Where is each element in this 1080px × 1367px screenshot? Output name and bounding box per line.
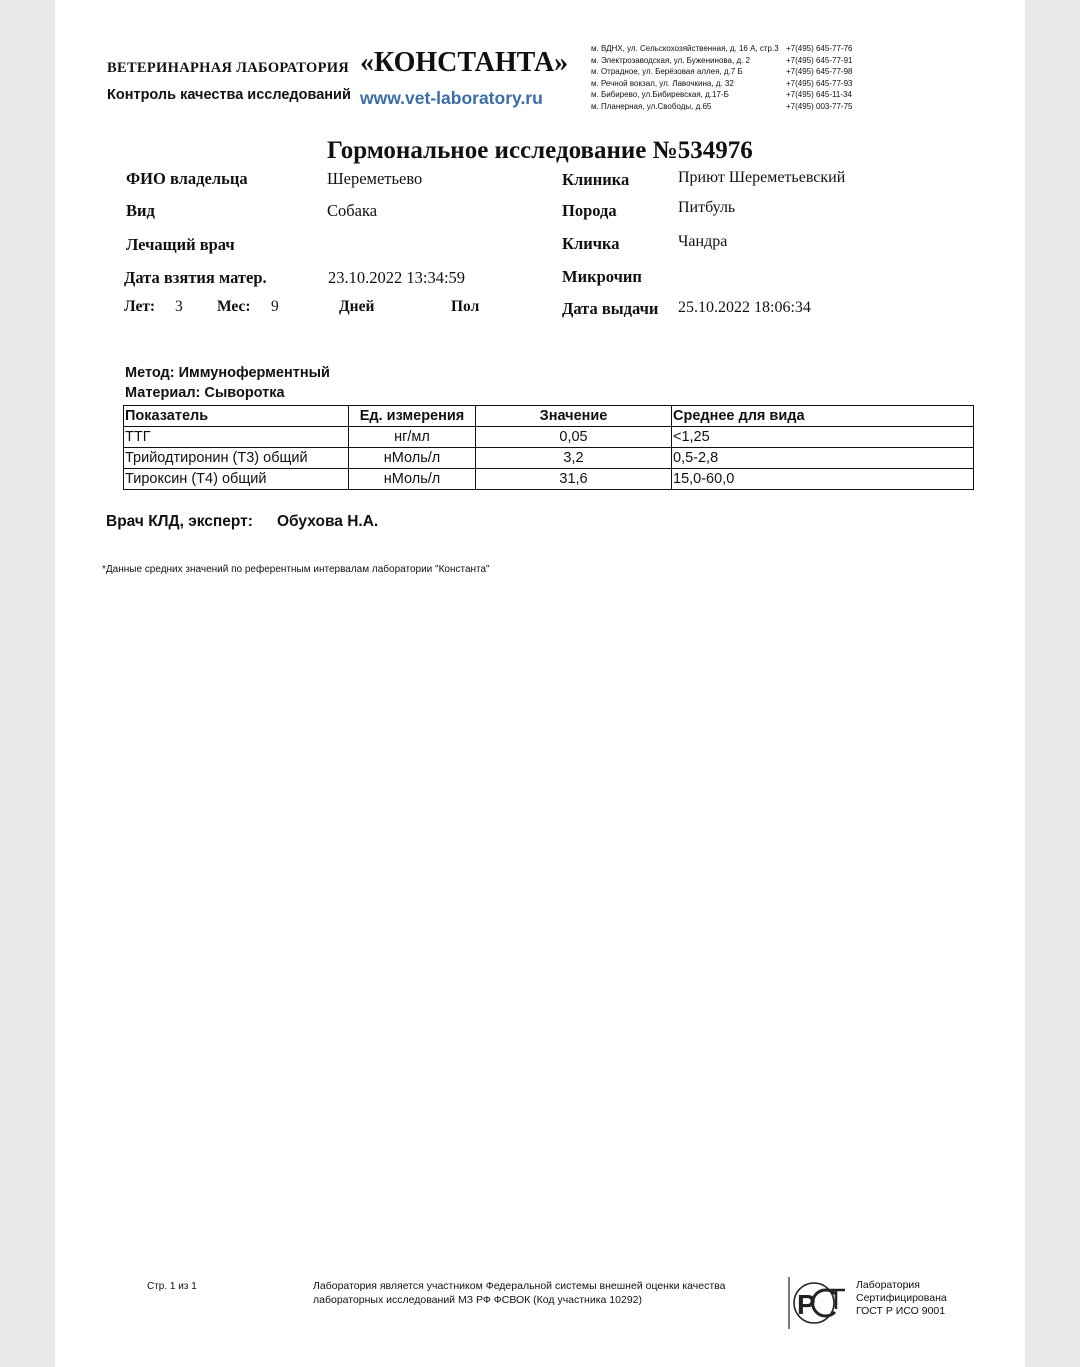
microchip-label: Микрочип bbox=[562, 267, 642, 286]
value-cell: 3,2 bbox=[476, 448, 672, 469]
unit-cell: нМоль/л bbox=[349, 448, 476, 469]
issue-date-value: 25.10.2022 18:06:34 bbox=[678, 299, 811, 316]
branch-phone: +7(495) 645-77-98 bbox=[786, 67, 853, 76]
table-row bbox=[124, 448, 974, 469]
expert-label: Врач КЛД, эксперт: bbox=[106, 513, 253, 530]
branch-phone: +7(495) 645-77-76 bbox=[786, 44, 853, 53]
sex-label: Пол bbox=[451, 298, 480, 315]
age-days-label: Дней bbox=[339, 298, 375, 315]
report-page bbox=[55, 0, 1025, 1367]
nickname-label: Кличка bbox=[562, 234, 620, 253]
table-header-row bbox=[124, 406, 974, 427]
cert-line: ГОСТ Р ИСО 9001 bbox=[856, 1305, 946, 1317]
column-header: Ед. измерения bbox=[349, 406, 476, 427]
lab-quality-slogan: Контроль качества исследований bbox=[107, 87, 351, 103]
species-label: Вид bbox=[126, 201, 155, 220]
age-months-label: Мес: bbox=[217, 298, 251, 315]
age-years-value: 3 bbox=[175, 298, 183, 315]
unit-cell: нг/мл bbox=[349, 427, 476, 448]
age-months-value: 9 bbox=[271, 298, 279, 315]
table-row bbox=[124, 427, 974, 448]
age-years-label: Лет: bbox=[124, 298, 156, 315]
value-cell: 31,6 bbox=[476, 469, 672, 490]
table-row bbox=[124, 469, 974, 490]
lab-name: ВЕТЕРИНАРНАЯ ЛАБОРАТОРИЯ bbox=[107, 60, 350, 76]
nickname-value: Чандра bbox=[678, 233, 728, 250]
method-line: Метод: Иммуноферментный bbox=[125, 365, 330, 381]
footnote: *Данные средних значений по референтным интервалам лаборатории "Константа" bbox=[102, 564, 490, 575]
breed-label: Порода bbox=[562, 201, 617, 220]
cert-line: Лаборатория bbox=[856, 1279, 920, 1291]
results-table bbox=[123, 405, 974, 490]
material-line: Материал: Сыворотка bbox=[125, 385, 285, 401]
branch-phone: +7(495) 645-11-34 bbox=[786, 90, 852, 99]
reference-cell: <1,25 bbox=[672, 427, 974, 448]
rst-certification-logo-icon bbox=[788, 1277, 848, 1329]
branch-address: м. ВДНХ, ул. Сельскохозяйственная, д. 16 А, стр.3 bbox=[591, 44, 779, 53]
clinic-value: Приют Шереметьевский bbox=[678, 169, 846, 186]
clinic-label: Клиника bbox=[562, 170, 630, 189]
svg-text:P: P bbox=[797, 1289, 816, 1320]
species-value: Собака bbox=[327, 201, 378, 220]
reference-cell: 15,0-60,0 bbox=[672, 469, 974, 490]
value-cell: 0,05 bbox=[476, 427, 672, 448]
branch-address: м. Планерная, ул.Свободы, д.65 bbox=[591, 101, 712, 111]
sample-date-value: 23.10.2022 13:34:59 bbox=[328, 268, 466, 287]
column-header: Показатель bbox=[124, 406, 349, 427]
indicator-cell: Трийодтиронин (Т3) общий bbox=[124, 448, 349, 469]
column-header: Значение bbox=[476, 406, 672, 427]
certification-note bbox=[856, 1279, 976, 1318]
attending-doctor-label: Лечащий врач bbox=[126, 235, 235, 254]
branch-address: м. Речной вокзал, ул. Лавочкина, д. 32 bbox=[591, 78, 734, 88]
reference-cell: 0,5-2,8 bbox=[672, 448, 974, 469]
owner-value: Шереметьево bbox=[327, 169, 423, 188]
branch-address: м. Отрадное, ул. Берёзовая аллея, д.7 Б bbox=[591, 67, 743, 76]
lab-brand: «КОНСТАНТА» bbox=[360, 47, 569, 78]
page-number: Стр. 1 из 1 bbox=[147, 1281, 197, 1292]
sample-date-label: Дата взятия матер. bbox=[124, 268, 267, 287]
lab-website-link[interactable]: www.vet-laboratory.ru bbox=[360, 88, 543, 108]
fsvok-participant-note: Лаборатория является участником Федеральной системы внешней оценки качества лабораторных исследований МЗ РФ ФСВОК (Код участника 10292) bbox=[313, 1280, 726, 1306]
branch-phone: +7(495) 645-77-93 bbox=[786, 78, 853, 88]
branch-address: м. Бибирево, ул.Бибиревская, д.17-Б bbox=[591, 90, 729, 99]
indicator-cell: Тироксин (Т4) общий bbox=[124, 469, 349, 490]
issue-date-label: Дата выдачи bbox=[562, 299, 659, 318]
branch-phone: +7(495) 003-77-75 bbox=[786, 101, 853, 111]
expert-name: Обухова Н.А. bbox=[277, 513, 379, 530]
branch-address: м. Электрозаводская, ул. Буженинова, д. 2 bbox=[591, 55, 751, 65]
branch-phone: +7(495) 645-77-91 bbox=[786, 55, 853, 65]
report-title: Гормональное исследование №534976 bbox=[327, 137, 753, 164]
breed-value: Питбуль bbox=[678, 199, 736, 216]
cert-line: Сертифицирована bbox=[856, 1292, 947, 1304]
column-header: Среднее для вида bbox=[672, 406, 974, 427]
unit-cell: нМоль/л bbox=[349, 469, 476, 490]
owner-label: ФИО владельца bbox=[126, 169, 248, 188]
indicator-cell: ТТГ bbox=[124, 427, 349, 448]
